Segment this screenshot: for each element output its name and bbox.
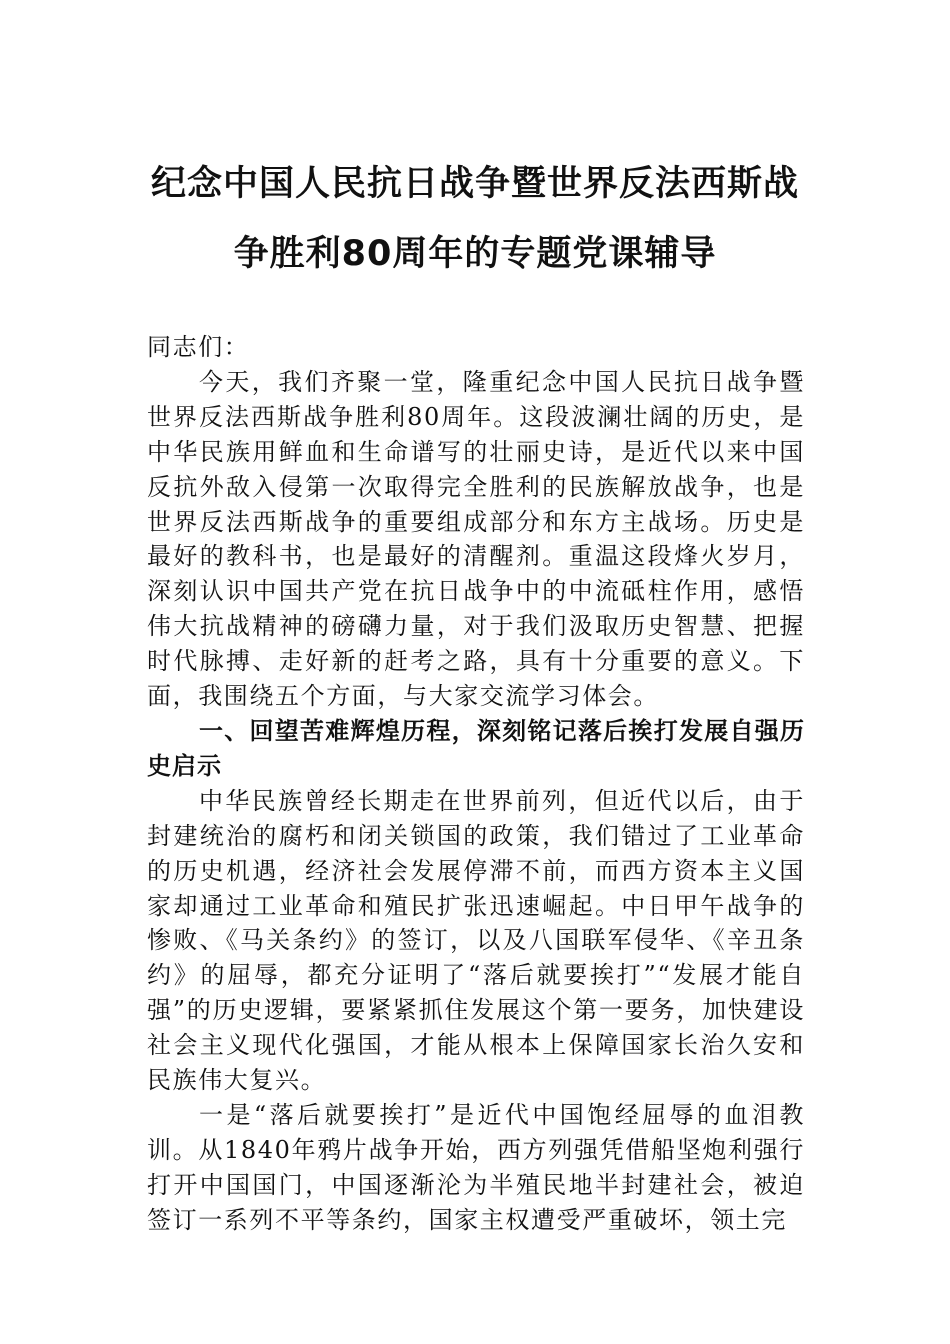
section-1-point-1: 一是“落后就要挨打”是近代中国饱经屈辱的血泪教训。从1840年鸦片战争开始，西方列强凭借船坚炮利强行打开中国国门，中国逐渐沦为半殖民地半封建社会，被迫签订一系列不平等条约，国家主权遭受严重破坏，领土完	[147, 1100, 805, 1234]
salutation: 同志们：	[147, 333, 250, 361]
section-1-paragraph: 中华民族曾经长期走在世界前列，但近代以后，由于封建统治的腐朽和闭关锁国的政策，我们错过了工业革命的历史机遇，经济社会发展停滞不前，而西方资本主义国家却通过工业革命和殖民扩张迅速崛起。中日甲午战争的惨败、《马关条约》的签订，以及八国联军侵华、《辛丑条约》的屈辱，都充分证明了“落后就要挨打”“发展才能自强”的历史逻辑，要紧紧抓住发展这个第一要务，加快建设社会主义现代化强国，才能从根本上保障国家长治久安和民族伟大复兴。	[147, 786, 805, 1095]
document-body	[147, 330, 805, 1238]
intro-paragraph: 今天，我们齐聚一堂，隆重纪念中国人民抗日战争暨世界反法西斯战争胜利80周年。这段波澜壮阔的历史，是中华民族用鲜血和生命谱写的壮丽史诗，是近代以来中国反抗外敌入侵第一次取得完全胜利的民族解放战争，也是世界反法西斯战争的重要组成部分和东方主战场。历史是最好的教科书，也是最好的清醒剂。重温这段烽火岁月，深刻认识中国共产党在抗日战争中的中流砥柱作用，感悟伟大抗战精神的磅礴力量，对于我们汲取历史智慧、把握时代脉搏、走好新的赶考之路，具有十分重要的意义。下面，我围绕五个方面，与大家交流学习体会。	[147, 367, 805, 711]
document-title-line-2: 争胜利80周年的专题党课辅导	[233, 234, 717, 274]
document-title-line-1: 纪念中国人民抗日战争暨世界反法西斯战	[150, 164, 799, 204]
section-1-heading: 一、回望苦难辉煌历程，深刻铭记落后挨打发展自强历史启示	[147, 716, 805, 780]
